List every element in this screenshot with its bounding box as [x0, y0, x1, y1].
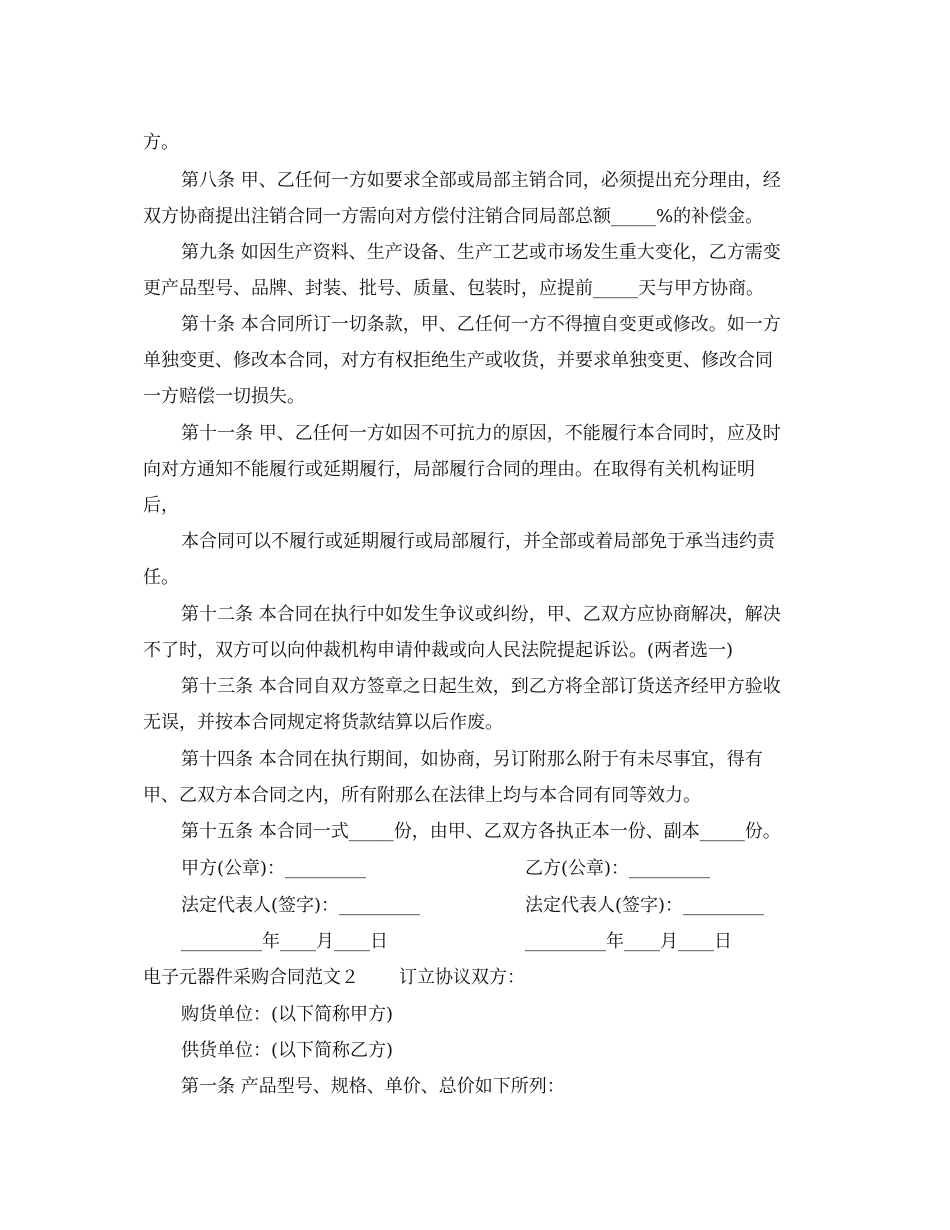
text-line: 方。 — [143, 132, 179, 153]
text-line: 第十五条 本合同一式_____份，由甲、乙双方各执正本一份、副本_____份。 — [181, 821, 781, 842]
seller-line: 供货单位：(以下简称乙方) — [181, 1040, 394, 1061]
text-line: 更产品型号、品牌、封装、批号、质量、包装时，应提前_____天与甲方协商。 — [143, 278, 764, 299]
text-line: 任。 — [143, 567, 179, 588]
text-line: 第十二条 本合同在执行中如发生争议或纠纷，甲、乙双方应协商解决，解决 — [181, 604, 781, 625]
text-line: 第十四条 本合同在执行期间，如协商，另订附那么附于有未尽事宜，得有 — [181, 749, 763, 770]
text-line: 第十一条 甲、乙任何一方如因不可抗力的原因，不能履行本合同时，应及时 — [181, 423, 781, 444]
party-a-date: _________年____月____日 — [181, 931, 388, 952]
text-line: 本合同可以不履行或延期履行或局部履行，并全部或着局部免于承当违约责 — [181, 531, 775, 552]
article-1-line: 第一条 产品型号、规格、单价、总价如下所列： — [181, 1076, 565, 1097]
text-line: 不了时，双方可以向仲裁机构申请仲裁或向人民法院提起诉讼。(两者选一) — [143, 640, 734, 661]
text-line: 第九条 如因生产资料、生产设备、生产工艺或市场发生重大变化，乙方需变 — [181, 242, 781, 263]
text-line: 第十三条 本合同自双方签章之日起生效，到乙方将全部订货送齐经甲方验收 — [181, 676, 781, 697]
party-b-date: _________年____月____日 — [525, 931, 732, 952]
text-line: 单独变更、修改本合同，对方有权拒绝生产或收货，并要求单独变更、修改合同 — [143, 350, 773, 371]
text-line: 甲、乙双方本合同之内，所有附那么在法律上均与本合同有同等效力。 — [143, 785, 701, 806]
section2-title: 电子元器件采购合同范文２ — [143, 967, 359, 988]
buyer-line: 购货单位：(以下简称甲方) — [181, 1004, 394, 1025]
party-b-representative: 法定代表人(签字)：_________ — [525, 895, 765, 916]
text-line: 无误，并按本合同规定将货款结算以后作废。 — [143, 712, 503, 733]
text-line: 双方协商提出注销合同一方需向对方偿付注销合同局部总额_____%的补偿金。 — [143, 206, 764, 227]
text-line: 后， — [143, 495, 179, 516]
party-a-representative: 法定代表人(签字)：_________ — [181, 895, 421, 916]
text-line: 向对方通知不能履行或延期履行，局部履行合同的理由。在取得有关机构证明 — [143, 459, 755, 480]
text-line: 一方赔偿一切损失。 — [143, 386, 305, 407]
text-line: 第八条 甲、乙任何一方如要求全部或局部主销合同，必须提出充分理由，经 — [181, 170, 781, 191]
text-line: 第十条 本合同所订一切条款，甲、乙任何一方不得擅自变更或修改。如一方 — [181, 314, 781, 335]
party-b-seal: 乙方(公章)：_________ — [525, 858, 711, 879]
section2-intro: 订立协议双方： — [399, 967, 525, 988]
party-a-seal: 甲方(公章)：_________ — [181, 858, 367, 879]
